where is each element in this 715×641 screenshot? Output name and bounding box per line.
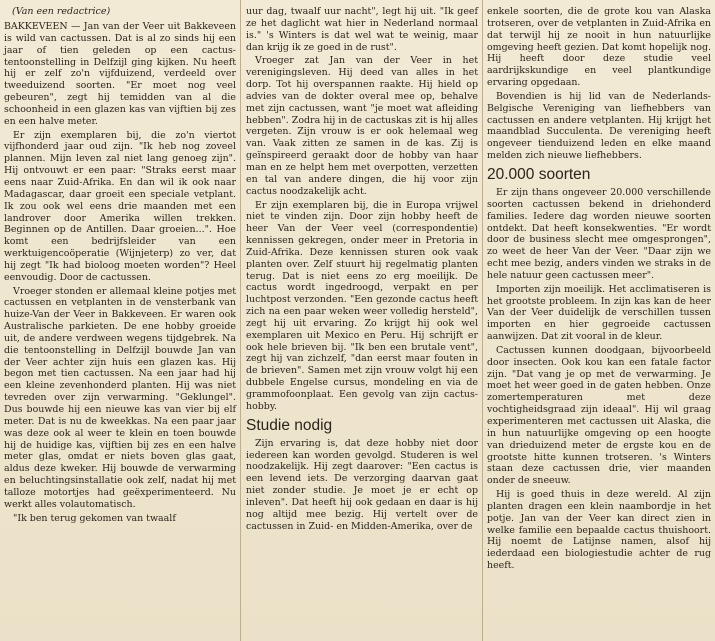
paragraph: Vroeger zat Jan van der Veer in het verenigingsleven. Hij deed van alles in het dorp. Tot hij overspannen raakte. Hij hield op advies van de dokter overal mee op, behalve met zijn cactussen, want "je moet wat afleiding hebben". Zodra hij in de cactuskas zit is hij alles vergeten. Zijn vrouw is er ook helemaal weg van. Vaak zitten ze samen in de kas. Zij is geïnspireerd geraakt door de hobby van haar man en ze helpt hem met overpotten, verzetten en tal van andere dingen, die hij voor zijn cactus noodzakelijk acht.	[246, 55, 478, 197]
column-2	[246, 6, 478, 534]
column-rule	[482, 0, 483, 641]
paragraph: Er zijn exemplaren bij, die zo'n viertot vijfhonderd jaar oud zijn. "Ik heb nog zoveel plannen. Mijn leven zal niet lang genoeg zijn". Hij ontvouwt er een paar: "Straks eerst maar eens naar Zuid-Afrika. En dan wil ik ook naar Madagascar, daar groeit een speciale vetplant. Ik zou ook wel eens drie maanden met een landrover door Amerika willen trekken. Beginnen op de Antillen. Daar groeien...". Hoe komt een bedrijfsleider van een werktuigencoöperatie (Wijnjeterp) zo ver, dat hij zegt "Ik had bioloog moeten worden"? Heel eenvoudig. Door de cactussen.	[4, 129, 236, 283]
column-3	[487, 6, 711, 574]
paragraph: Er zijn exemplaren bij, die in Europa vrijwel niet te vinden zijn. Door zijn hobby heeft de heer Van der Veer veel (correspondentie) kennissen gekregen, onder meer in Pretoria in Zuid-Afrika. Deze kennissen sturen ook vaak planten over. Zelf stuurt hij regelmatig planten terug. Dat is niet eens zo erg moeilijk. De cactus wordt ingedroogd, verpakt en per luchtpost verzonden. "Een gezonde cactus heeft zich na een paar weken weer volledig hersteld", zegt hij uit ervaring. Zo krijgt hij ook wel exemplaren uit Mexico en Peru. Hij schrijft er ook hele brieven bij. "Ik ben een brutale vent", zegt hij van zichzelf, "dan eerst maar fouten in de brieven". Samen met zijn vrouw volgt hij een dubbele Engelse cursus, mondeling en via de grammofoonplaat. Een gevolg van zijn cactus-hobby.	[246, 199, 478, 412]
paragraph: Vroeger stonden er allemaal kleine potjes met cactussen en vetplanten in de vensterbank van huize-Van der Veer in Bakkeveen. Er waren ook Australische parkieten. De ene hobby groeide uit, de andere verdween wegens tijdgebrek. Na die tentoonstelling in Delfzijl bouwde Jan van der Veer achter zijn huis een glazen kas. Hij begon met tien cactussen. Na een jaar had hij een kleine zevenhonderd planten. Hij was niet tevreden over zijn verwarming. "Geklungel". Dus bouwde hij een nieuwe kas van vier bij elf meter. Dat is nu de kweekkas. Na een paar jaar was deze ook al weer te klein en toen bouwde hij de huidige kas, vijftien bij zes en een halve meter glas, omdat er niets boven glas gaat, aldus deze kweker. Hij bouwde de verwarming en beluchtingsinstallatie ook zelf, nadat hij met talloze motortjes had geëxperimenteerd. Nu werkt alles volautomatisch.	[4, 285, 236, 510]
paragraph: BAKKEVEEN — Jan van der Veer uit Bakkeveen is wild van cactussen. Dat is al zo sinds hij een jaar of tien geleden op een cactus-tentoonstelling in Delfzijl ging kijken. Nu heeft hij er zelf zo'n vijfduizend, verdeeld over tweeduizend soorten. "Er moet nog veel gebeuren", zegt hij temidden van al die schoonheid in een glazen kas van vijftien bij zes en een halve meter.	[4, 21, 236, 127]
column-rule	[240, 0, 241, 641]
paragraph: Zijn ervaring is, dat deze hobby niet door iedereen kan worden gevolgd. Studeren is wel noodzakelijk. Hij zegt daarover: "Een cactus is een levend iets. De verzorging daarvan gaat niet zonder studie. Je moet je er echt op inleven". Dat heeft hij ook gedaan en daar is hij nog altijd mee bezig. Hij vertelt over de cactussen in Zuid- en Midden-Amerika, over de	[246, 437, 478, 532]
paragraph: uur dag, twaalf uur nacht", legt hij uit. "Ik geef ze het daglicht wat hier in Nederland normaal is." 's Winters is dat wel wat te weinig, maar dan krijg ik ze goed in de rust".	[246, 6, 478, 53]
subheading-20000-soorten: 20.000 soorten	[487, 165, 591, 183]
paragraph: Bovendien is hij lid van de Nederlands-Belgische Vereniging van liefhebbers van cactussen en andere vetplanten. Hij krijgt het maandblad Succulenta. De vereniging heeft ongeveer tienduizend leden en elke maand melden zich nieuwe liefhebbers.	[487, 90, 711, 162]
paragraph: "Ik ben terug gekomen van twaalf	[13, 512, 176, 524]
paragraph: Er zijn thans ongeveer 20.000 verschillende soorten cactussen bekend in driehonderd families. Iedere dag worden nieuwe soorten ontdekt. Dat heeft konsekwenties. "Er wordt door de business slecht mee omgesprongen", zo weet de heer Van der Veer. "Daar zijn we echt mee bezig, anders vinden we straks in de hele natuur geen cactussen meer".	[487, 186, 711, 281]
column-1	[4, 6, 236, 526]
paragraph: Hij is goed thuis in deze wereld. Al zijn planten dragen een klein naambordje in het potje. Jan van der Veer kan direct zien in welke familie een bepaalde cactus thuishoort. Hij noemt de Latijnse namen, alsof hij iederdaad een biologiestudie achter de rug heeft.	[487, 489, 711, 572]
subheading-studie-nodig: Studie nodig	[246, 416, 333, 434]
paragraph: Cactussen kunnen doodgaan, bijvoorbeeld door insecten. Ook kou kan een fatale factor zijn. "Dat vang je op met de verwarming. Je moet het weer goed in de gaten hebben. Onze zomertemperaturen met deze vochtigheidsgraad zijn ideaal". Hij wil graag experimenteren met cactussen uit Alaska, die in hun natuurlijke omgeving op een hoogte van drieduizend meter de ergste kou en de grootste hitte kunnen trotseren. 's Winters staan deze cactussen drie, vier maanden onder de sneeuw.	[487, 344, 711, 487]
byline: (Van een redactrice)	[12, 6, 111, 17]
paragraph: enkele soorten, die de grote kou van Alaska trotseren, over de vetplanten in Zuid-Afrika en dat terwijl hij ze nooit in hun natuurlijke omgeving heeft gezien. Dat komt hopelijk nog. Hij heeft door deze studie veel aardrijkskundige en veel plantkundige ervaring opgedaan.	[487, 6, 711, 89]
paragraph: Importen zijn moeilijk. Het acclimatiseren is het grootste probleem. In zijn kas kan de heer Van der Veer duidelijk de verschillen tussen importen en hier gegroeide cactussen aanwijzen. Dat zit vooral in de kleur.	[487, 283, 711, 343]
